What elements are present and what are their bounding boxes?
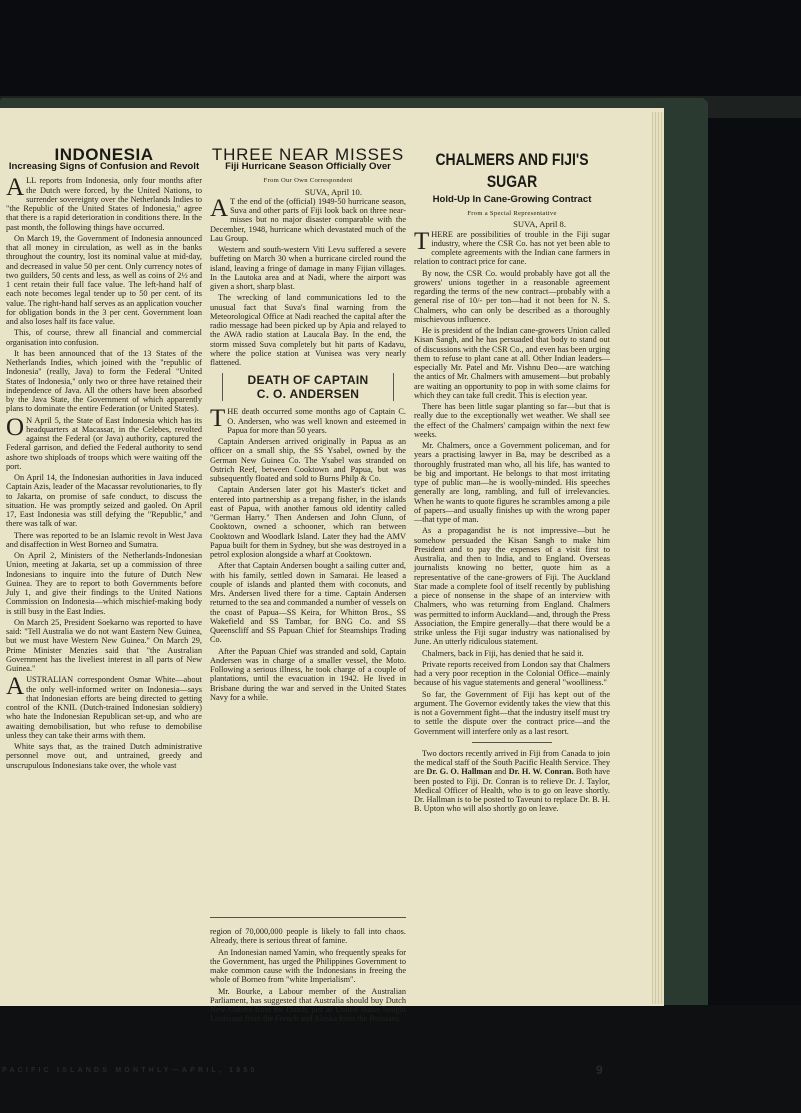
andersen-headline-line2: C. O. ANDERSEN xyxy=(256,387,360,402)
chalmers-p5: Mr. Chalmers, once a Government policeman, and for years a practising lawyer in Ba, may be described as a thoroughly frustrated man who, all his life, has wanted to be big and important. He belongs to that most irritating type of public man—he is woolly-minded. His speeches generally are long, rambling, and full of irrelevancies. When he wants to quote figures he scrambles among a pile of papers—and usually finishes up with the wrong paper—that type of man. xyxy=(414,441,610,524)
chalmers-article xyxy=(414,148,610,816)
drop-cap: A xyxy=(6,673,25,701)
hurricane-headline: THREE NEAR MISSES xyxy=(211,145,405,164)
paragraph-text: N April 5, the State of East Indonesia which has its headquarters at Macassar, in the Celebes, revolted against the Federal (or Java) authority, captured the Federal garrison, and defied the Federal authority to send ashore two shiploads of troops which were waiting off the port. xyxy=(6,415,202,471)
indonesia-p9: On March 25, President Soekarno was reported to have said: "Tell Australia we do not want Eastern New Guinea, but we must have Western New Guinea." On March 29, Prime Minister Menzies said that "the Australian Government has the liveliest interest in all parts of New Guinea." xyxy=(6,617,202,673)
hurricane-p3: The wrecking of land communications led to the unusual fact that Suva's final warning from the Meteorological Office at Nadi reached the capital after the radio message had been picked up by Apia and relayed to the AWA radio station at Laucala Bay. In the end, the storm missed Suva completely but hit parts of Kadavu, where the police station at Vunisea was very nearly flattened. xyxy=(210,293,406,367)
drop-cap: T xyxy=(210,405,226,433)
andersen-headline xyxy=(222,373,394,401)
andersen-p3: Captain Andersen later got his Master's ticket and entered into partnership as a trepang fisher, in the islands east of Papua, with another famous old identity called "German Harry." Then Andersen and John Clunn, of Cooktown, owned a schooner, which ran between Cooktown and Woodlark Island. Later they had the AMV Papua built for them in Sydney, but she was destroyed in a petrol explosion alongside a wharf at Cooktown. xyxy=(210,485,406,559)
hurricane-subhead: Fiji Hurricane Season Officially Over xyxy=(225,161,391,173)
page-number: 9 xyxy=(596,1063,603,1077)
chalmers-p9: So far, the Government of Fiji has kept out of the argument. The Governor evidently takes the view that this is not a Government fight—that the industry itself must try to settle the dispute over the contract price—and the Government will interfere only as a last resort. xyxy=(414,689,610,736)
note-text: and xyxy=(492,767,509,777)
drop-cap: A xyxy=(210,194,229,222)
indonesia-p10 xyxy=(6,675,202,740)
chalmers-p6: As a propagandist he is not impressive—but he somehow persuaded the Kisan Sangh to make him President and to pay the expenses of a visit first to Australia, and then to India, and to England. Overseas journalists knowing no better, quote him as a representative of the cane-growers of Fiji. The Auckland Star made a complete fool of itself recently by publishing a piece of nonsense in the shape of an interview with Chalmers, who was returning from England. Chalmers was permitted to inform Auckland—and, through the Press Association, the Empire generally—that there would be a strike unless the Fiji sugar industry was nationalised by June. An utterly ridiculous statement. xyxy=(414,526,610,647)
short-divider xyxy=(472,742,552,743)
indonesia-p8: On April 2, Ministers of the Netherlands-Indonesian Union, meeting at Jakarta, set up a commission of three Indonesians to inquire into the future of Dutch New Guinea. They are to report to both Governments before July 1, and give their findings to the United Nations Commission on Indonesia—which mischief-making body is still busy in the East Indies. xyxy=(6,551,202,616)
indonesia-subhead: Increasing Signs of Confusion and Revolt xyxy=(8,161,200,173)
indonesia-p7: There was reported to be an Islamic revolt in West Java and disaffection in West Borneo and Sumatra. xyxy=(6,530,202,549)
paragraph-text: LL reports from Indonesia, only four months after the Dutch were forced, by the United Nations, to surrender sovereignty over the Netherlands Indies to "the Republic of the United States of Indonesia," agree that there is a rapid deterioration in conditions there. In the past month, the following things have occurred. xyxy=(6,176,202,232)
chalmers-subhead: Hold-Up In Cane-Growing Contract xyxy=(432,194,592,205)
indonesia-p11: White says that, as the trained Dutch administrative personnel move out, and untrained, greedy and unscrupulous Indonesians take over, the whole vast xyxy=(6,742,202,770)
andersen-p1 xyxy=(210,407,406,435)
note-text: Both have been posted to Fiji. Dr. Conran is to relieve Dr. J. Taylor, Medical Officer of Health, who is to go on leave shortly. Dr. Hallman is to be posted to Taveuni to replace Dr. B. H. B. Upton who will also shortly go on leave. xyxy=(414,767,610,814)
continuation-p1: region of 70,000,000 people is likely to fall into chaos. Already, there is serious threat of famine. xyxy=(210,927,406,946)
note-text: Two doctors recently arrived in Fiji from Canada to join the medical staff of the South Pacific Health Service. They are xyxy=(414,748,610,777)
section-divider xyxy=(210,917,406,918)
indonesia-p2: On March 19, the Government of Indonesia announced that all money in circulation, as well as in the banks throughout the country, lost its nominal value at mid-day, and decreased in value 50 per cent. Only currency notes of two guilders, 50 cents and less, as well as coins of 2½ and 1 cent retain their full face value. The left-hand half of each note becomes legal tender up to 50 per cent. of its value. The right-hand half serves as an application voucher for obligation bonds in the 3 per cent. Government loan and also loses half its face value. xyxy=(6,233,202,326)
paragraph-text: HE death occurred some months ago of Captain C. O. Andersen, who was well known and esteemed in Papua for more than 50 years. xyxy=(227,407,406,435)
indonesia-article xyxy=(6,145,202,772)
andersen-headline-line1: DEATH OF CAPTAIN xyxy=(247,373,369,388)
indonesia-p1 xyxy=(6,176,202,232)
indonesia-p5 xyxy=(6,413,202,472)
drop-cap: O xyxy=(6,413,25,441)
chalmers-p3: He is president of the Indian cane-growers Union called Kisan Sangh, and he has persuaded that body to stand out of discussions with the CSR Co., and even has been urging them to refuse to plant cane at all. Other Indian leaders—especially Mr. Patel and Mr. Vishnu Deo—are watching the antics of Mr. Chalmers with amusement—but probably are waiting an opportunity to pop in with some claims for which they can take full credit. This is election year. xyxy=(414,326,610,400)
hurricane-p2: Western and south-western Viti Levu suffered a severe buffeting on March 30 when a hurricane circled round the island, leaving a fringe of damage in many Fijian villages. In the Lautoka area and at Nadi, where the airport was given a short, sharp blast. xyxy=(210,245,406,291)
chalmers-p7: Chalmers, back in Fiji, has denied that he said it. xyxy=(422,648,584,658)
drop-cap: A xyxy=(6,174,25,202)
chalmers-headline-line1: CHALMERS AND FIJI'S xyxy=(435,150,589,169)
indonesia-p6: On April 14, the Indonesian authorities in Java induced Captain Azis, leader of the Macassar revolutionaries, to fly to Jakarta, on promise of safe conduct, to discuss the situation. He was promptly seized and gaoled. On April 17, East Indonesia was still defying the "Republic," and there was talk of war. xyxy=(6,473,202,529)
drop-cap: T xyxy=(414,227,430,255)
page-stack-edge xyxy=(652,112,664,1004)
andersen-p5: After the Papuan Chief was stranded and sold, Captain Andersen was in charge of a smaller vessel, the Moto. Following a serious illness, he took charge of a couple of plantations, until the evacuation in 1942. He lived in Brisbane during the war and served in the United States Navy for a while. xyxy=(210,646,406,702)
hurricane-dateline: SUVA, April 10. xyxy=(304,186,362,197)
hurricane-byline: From Our Own Correspondent xyxy=(263,177,353,185)
doctors-note xyxy=(414,749,610,814)
chalmers-byline: From a Special Representative xyxy=(467,210,557,217)
andersen-p2: Captain Andersen arrived originally in Papua as an officer on a small ship, the SS Ysabel, owned by the German New Guinea Co. The Ysabel was stranded on Ostrich Reef, between Cooktown and Papua, but was subsequently floated and sold to Burns Philp & Co. xyxy=(210,437,406,483)
doctor-name: Dr. H. W. Conran. xyxy=(508,767,574,777)
fiji-hurricane-article xyxy=(210,145,406,704)
chalmers-p4: There has been little sugar planting so far—but that is really due to the exceptionally wet weather. We shall see the effect of the Chalmers' campaign within the next few weeks. xyxy=(414,402,610,439)
indonesia-p4: It has been announced that of the 13 States of the Netherlands Indies, which joined with the "republic of Indonesia" (really, Java) to form the Federal "United States of Indonesia," only two or three have retained their independence of Java. All the others have been absorbed by the Java State, the Government of which apparently plans to dominate the entire Federation (or United States). xyxy=(6,348,202,414)
andersen-p4: After that Captain Andersen bought a sailing cutter and, with his family, settled down in Samarai. He leased a couple of islands and planted them with coconuts, and Mrs. Andersen lived there for a time. Captain Andersen returned to the sea and commanded a number of vessels on the coast of Papua—SS Keira, for Whitton Bros., SS Wakefield and SS Tambar, for BNG Co. and SS Queenscliff and SS Papuan Chief for Steamships Trading Co. xyxy=(210,561,406,645)
paragraph-text: HERE are possibilities of trouble in the Fiji sugar industry, where the CSR Co. has not yet been able to complete agreements with the Indian cane farmers in relation to contract price for cane. xyxy=(414,229,610,267)
binder-cover-right xyxy=(660,100,708,1010)
chalmers-dateline: SUVA, April 8. xyxy=(513,219,566,230)
indonesia-p3: This, of course, threw all financial and commercial organisation into confusion. xyxy=(6,328,202,347)
chalmers-headline-line2: SUGAR xyxy=(486,172,538,191)
paragraph-text: T the end of the (official) 1949-50 hurricane season, Suva and other parts of Fiji look back on three near-misses but no major disaster comparable with the December, 1948, hurricane which devastated much of the Lau Group. xyxy=(210,196,406,243)
page-footer: PACIFIC ISLANDS MONTHLY—APRIL, 1950 xyxy=(2,1067,258,1074)
magazine-page xyxy=(0,108,664,1077)
paragraph-text: USTRALIAN correspondent Osmar White—about the only well-informed writer on Indonesia—says that Indonesian efforts are being directed to getting control of the KNIL (Dutch-trained Indonesian soldiery) who hate the Indonesian Republican set-up, and who are awaiting demobilisation, but who refuse to demobilise unless they can take their arms with them. xyxy=(6,675,202,740)
hurricane-p1 xyxy=(210,194,406,243)
indonesia-headline: INDONESIA xyxy=(54,145,154,164)
continuation-p3: Mr. Bourke, a Labour member of the Australian Parliament, has suggested that Australia should buy Dutch New Guinea from the Dutch, just as United States bought Louisiana from the French and Alaska from the Russians. xyxy=(210,986,406,1024)
chalmers-p2: By now, the CSR Co. would probably have got all the growers' unions together in a reasonable agreement regarding the terms of the new contract—probably with a general rise of 10/- per ton—had it not been for N. S. Chalmers, who can only be described as a thoroughly mischievous influence. xyxy=(414,268,610,324)
chalmers-p8: Private reports received from London say that Chalmers had a very poor reception in the Colonial Office—mainly because of his vague statements and general "woolliness." xyxy=(414,659,610,688)
chalmers-p1 xyxy=(414,227,610,267)
indonesia-continuation xyxy=(210,927,406,1026)
doctor-name: Dr. G. O. Hallman xyxy=(426,767,493,777)
continuation-p2: An Indonesian named Yamin, who frequently speaks for the Government, has urged the Philippines Government to make common cause with the Indonesians in freeing the whole of Borneo from "white Imperialism". xyxy=(210,947,406,985)
